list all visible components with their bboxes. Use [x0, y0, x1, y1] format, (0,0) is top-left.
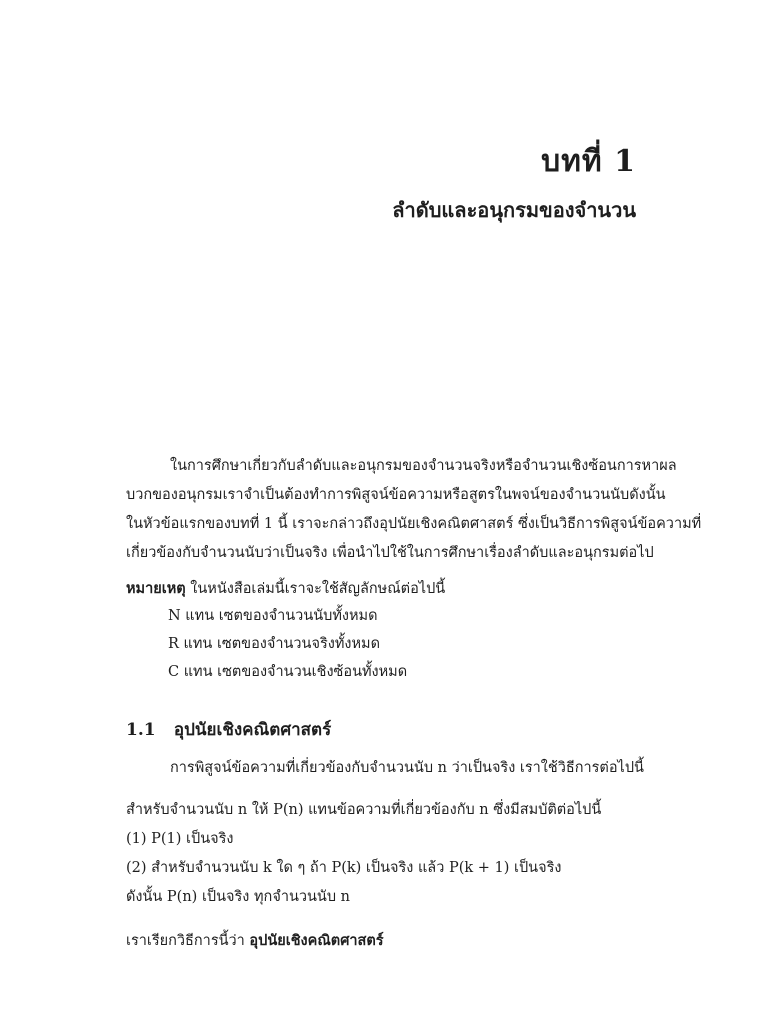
- note-line: [126, 574, 646, 604]
- closing-line: [126, 926, 646, 956]
- intro-line-text: บวกของอนุกรมเราจำเป็นต้องทำการพิสูจน์ข้อความหรือสูตรในพจน์ของจำนวนนับ: [126, 487, 630, 503]
- condition-2: (2) สำหรับจำนวนนับ k ใด ๆ ถ้า P(k) เป็นจริง แล้ว P(k + 1) เป็นจริง: [126, 860, 562, 876]
- intro-paragraph: [126, 452, 702, 568]
- condition-1: (1) P(1) เป็นจริง: [126, 831, 234, 847]
- section-title: อุปนัยเชิงคณิตศาสตร์: [173, 720, 332, 740]
- note-heading: [126, 574, 646, 604]
- closing-paragraph: [126, 926, 646, 956]
- list-item: C แทน เซตของจำนวนเชิงซ้อนทั้งหมด: [168, 664, 408, 680]
- intro-line-text: ในการศึกษาเกี่ยวกับลำดับและอนุกรมของจำนวนจริงหรือจำนวนเชิงซ้อน: [170, 458, 617, 474]
- conclusion-line: ดังนั้น P(n) เป็นจริง ทุกจำนวนนับ n: [126, 889, 350, 905]
- section-heading: [126, 716, 331, 743]
- intro-line: ในหัวข้อแรกของบทที่ 1 นี้ เราจะกล่าวถึงอุปนัยเชิงคณิตศาสตร์ ซึ่งเป็นวิธีการพิสูจน์ข้อความที่: [126, 516, 702, 532]
- intro-line: เกี่ยวข้องกับจำนวนนับว่าเป็นจริง เพื่อนำไปใช้ในการศึกษาเรื่องลำดับและอนุกรมต่อไป: [126, 545, 654, 561]
- section-number: 1.1: [126, 720, 156, 740]
- symbol-list: [168, 602, 407, 686]
- chapter-number: บทที่ 1: [541, 144, 636, 179]
- list-item: N แทน เซตของจำนวนนับทั้งหมด: [168, 608, 378, 624]
- list-item: R แทน เซตของจำนวนจริงทั้งหมด: [168, 636, 381, 652]
- statement-line: สำหรับจำนวนนับ n ให้ P(n) แทนข้อความที่เกี่ยวข้องกับ n ซึ่งมีสมบัติต่อไปนี้: [126, 802, 602, 818]
- intro-line-text: การหาผล: [616, 458, 677, 474]
- note-label: หมายเหตุ: [126, 580, 186, 597]
- section-intro: [126, 754, 646, 783]
- closing-prefix: เราเรียกวิธีการนี้ว่า: [126, 933, 245, 949]
- note-text: ในหนังสือเล่มนี้เราจะใช้สัญลักษณ์ต่อไปนี้: [190, 581, 446, 597]
- intro-line-text: ดังนั้น: [629, 487, 666, 503]
- intro-line: [126, 452, 677, 481]
- intro-line: [126, 481, 666, 510]
- section-intro-line: การพิสูจน์ข้อความที่เกี่ยวข้องกับจำนวนนับ n ว่าเป็นจริง เราใช้วิธีการต่อไปนี้: [170, 760, 644, 776]
- closing-term: อุปนัยเชิงคณิตศาสตร์: [249, 932, 384, 949]
- definition-block: [126, 796, 646, 912]
- chapter-title: ลำดับและอนุกรมของจำนวน: [392, 198, 636, 222]
